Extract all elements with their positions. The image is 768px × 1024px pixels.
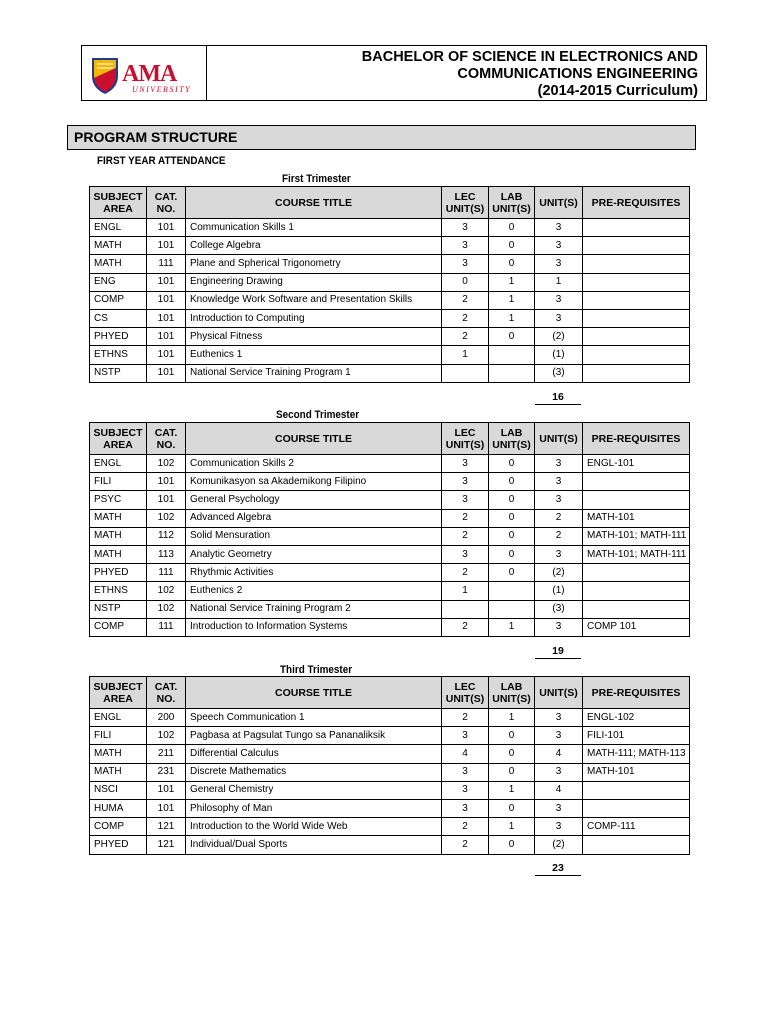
col-prerequisites: PRE-REQUISITES xyxy=(583,187,690,219)
cell-course-title: Introduction to Information Systems xyxy=(186,618,442,636)
cell-course-title: Communication Skills 1 xyxy=(186,219,442,237)
cell-lab-units: 0 xyxy=(489,509,535,527)
cell-cat-no: 101 xyxy=(147,491,186,509)
cell-cat-no: 111 xyxy=(147,618,186,636)
cell-cat-no: 101 xyxy=(147,309,186,327)
cell-course-title: Advanced Algebra xyxy=(186,509,442,527)
program-title-line-2: COMMUNICATIONS ENGINEERING xyxy=(457,66,698,82)
cell-course-title: Solid Mensuration xyxy=(186,527,442,545)
cell-units: 3 xyxy=(535,219,583,237)
cell-prerequisites xyxy=(583,255,690,273)
cell-lab-units xyxy=(489,582,535,600)
cell-units: 3 xyxy=(535,491,583,509)
cell-subject-area: ENGL xyxy=(90,219,147,237)
cell-lec-units: 0 xyxy=(442,273,489,291)
cell-cat-no: 101 xyxy=(147,364,186,382)
cell-prerequisites: MATH-111; MATH-113 xyxy=(583,745,690,763)
trimester-1-table xyxy=(89,186,690,383)
cell-course-title: National Service Training Program 1 xyxy=(186,364,442,382)
cell-subject-area: HUMA xyxy=(90,799,147,817)
cell-prerequisites xyxy=(583,799,690,817)
table-row xyxy=(90,709,690,727)
cell-units: 3 xyxy=(535,818,583,836)
cell-prerequisites xyxy=(583,781,690,799)
col-lec-units: LEC UNIT(S) xyxy=(442,677,489,709)
cell-cat-no: 111 xyxy=(147,255,186,273)
col-lec-units: LEC UNIT(S) xyxy=(442,187,489,219)
cell-subject-area: CS xyxy=(90,309,147,327)
program-title xyxy=(362,49,698,100)
cell-course-title: Speech Communication 1 xyxy=(186,709,442,727)
cell-lab-units: 0 xyxy=(489,799,535,817)
cell-units: 3 xyxy=(535,309,583,327)
col-subject-area: SUBJECT AREA xyxy=(90,677,147,709)
cell-lab-units: 0 xyxy=(489,237,535,255)
cell-prerequisites xyxy=(583,273,690,291)
cell-lec-units: 2 xyxy=(442,527,489,545)
cell-lec-units: 3 xyxy=(442,799,489,817)
cell-lec-units: 2 xyxy=(442,618,489,636)
cell-units: (2) xyxy=(535,564,583,582)
cell-course-title: Euthenics 1 xyxy=(186,346,442,364)
trimester-2-total: 19 xyxy=(535,645,581,659)
cell-prerequisites xyxy=(583,582,690,600)
cell-subject-area: MATH xyxy=(90,509,147,527)
cell-units: 3 xyxy=(535,291,583,309)
cell-prerequisites: MATH-101 xyxy=(583,763,690,781)
cell-prerequisites xyxy=(583,328,690,346)
cell-course-title: Knowledge Work Software and Presentation Skills xyxy=(186,291,442,309)
cell-cat-no: 102 xyxy=(147,727,186,745)
cell-lab-units: 0 xyxy=(489,745,535,763)
cell-course-title: Physical Fitness xyxy=(186,328,442,346)
trimester-2-rows xyxy=(90,455,690,637)
cell-subject-area: FILI xyxy=(90,473,147,491)
trimester-1-total: 16 xyxy=(535,391,581,405)
cell-cat-no: 113 xyxy=(147,545,186,563)
trimester-2-table xyxy=(89,422,690,637)
cell-units: (3) xyxy=(535,364,583,382)
col-course-title: COURSE TITLE xyxy=(186,423,442,455)
cell-lab-units: 1 xyxy=(489,273,535,291)
trimester-1-label: First Trimester xyxy=(282,173,351,185)
cell-cat-no: 102 xyxy=(147,600,186,618)
cell-lec-units: 3 xyxy=(442,545,489,563)
cell-course-title: Engineering Drawing xyxy=(186,273,442,291)
cell-units: 4 xyxy=(535,745,583,763)
cell-units: 3 xyxy=(535,709,583,727)
cell-units: (3) xyxy=(535,600,583,618)
cell-units: 3 xyxy=(535,618,583,636)
cell-cat-no: 231 xyxy=(147,763,186,781)
cell-prerequisites: ENGL-101 xyxy=(583,455,690,473)
cell-subject-area: NSTP xyxy=(90,600,147,618)
cell-lec-units: 3 xyxy=(442,455,489,473)
col-lab-units: LAB UNIT(S) xyxy=(489,423,535,455)
cell-units: (1) xyxy=(535,346,583,364)
table-row xyxy=(90,836,690,854)
cell-lec-units: 1 xyxy=(442,346,489,364)
table-row xyxy=(90,745,690,763)
cell-prerequisites xyxy=(583,564,690,582)
cell-lab-units: 0 xyxy=(489,545,535,563)
cell-units: 2 xyxy=(535,509,583,527)
cell-lab-units: 0 xyxy=(489,455,535,473)
cell-course-title: Plane and Spherical Trigonometry xyxy=(186,255,442,273)
cell-subject-area: ENG xyxy=(90,273,147,291)
table-row xyxy=(90,473,690,491)
cell-cat-no: 121 xyxy=(147,836,186,854)
cell-course-title: College Algebra xyxy=(186,237,442,255)
cell-lab-units: 0 xyxy=(489,219,535,237)
table-header-row xyxy=(90,423,690,455)
table-row xyxy=(90,545,690,563)
cell-lec-units: 2 xyxy=(442,836,489,854)
cell-lab-units xyxy=(489,346,535,364)
cell-course-title: Philosophy of Man xyxy=(186,799,442,817)
col-course-title: COURSE TITLE xyxy=(186,187,442,219)
cell-subject-area: PHYED xyxy=(90,564,147,582)
cell-subject-area: MATH xyxy=(90,527,147,545)
curriculum-year: (2014-2015 Curriculum) xyxy=(537,83,698,99)
cell-cat-no: 102 xyxy=(147,582,186,600)
col-prerequisites: PRE-REQUISITES xyxy=(583,423,690,455)
cell-subject-area: COMP xyxy=(90,291,147,309)
cell-prerequisites xyxy=(583,473,690,491)
cell-units: 3 xyxy=(535,799,583,817)
cell-prerequisites: COMP-111 xyxy=(583,818,690,836)
cell-lab-units xyxy=(489,364,535,382)
cell-subject-area: ENGL xyxy=(90,455,147,473)
cell-subject-area: MATH xyxy=(90,763,147,781)
cell-lab-units: 1 xyxy=(489,818,535,836)
cell-units: 3 xyxy=(535,763,583,781)
cell-lec-units xyxy=(442,364,489,382)
cell-lec-units: 3 xyxy=(442,255,489,273)
cell-course-title: General Chemistry xyxy=(186,781,442,799)
cell-lec-units: 2 xyxy=(442,328,489,346)
cell-lec-units: 3 xyxy=(442,763,489,781)
cell-cat-no: 101 xyxy=(147,219,186,237)
cell-subject-area: FILI xyxy=(90,727,147,745)
table-header-row xyxy=(90,677,690,709)
cell-prerequisites xyxy=(583,836,690,854)
cell-cat-no: 200 xyxy=(147,709,186,727)
cell-course-title: Communication Skills 2 xyxy=(186,455,442,473)
cell-lec-units: 3 xyxy=(442,781,489,799)
cell-lec-units: 3 xyxy=(442,237,489,255)
cell-lab-units: 1 xyxy=(489,781,535,799)
cell-units: (2) xyxy=(535,836,583,854)
trimester-3-table xyxy=(89,676,690,855)
cell-subject-area: ETHNS xyxy=(90,582,147,600)
cell-lab-units: 0 xyxy=(489,836,535,854)
table-row xyxy=(90,491,690,509)
cell-cat-no: 101 xyxy=(147,799,186,817)
cell-units: 3 xyxy=(535,545,583,563)
cell-units: 3 xyxy=(535,455,583,473)
col-cat-no: CAT. NO. xyxy=(147,677,186,709)
table-row xyxy=(90,328,690,346)
col-lab-units: LAB UNIT(S) xyxy=(489,187,535,219)
cell-prerequisites: MATH-101 xyxy=(583,509,690,527)
cell-course-title: Discrete Mathematics xyxy=(186,763,442,781)
trimester-3-label: Third Trimester xyxy=(280,664,353,676)
cell-lec-units: 3 xyxy=(442,219,489,237)
table-row xyxy=(90,582,690,600)
cell-prerequisites xyxy=(583,309,690,327)
cell-lab-units: 0 xyxy=(489,473,535,491)
section-title: PROGRAM STRUCTURE xyxy=(67,125,696,150)
cell-cat-no: 101 xyxy=(147,237,186,255)
logo-subtext: UNIVERSITY xyxy=(132,85,191,94)
cell-cat-no: 101 xyxy=(147,473,186,491)
ama-university-logo xyxy=(88,54,200,96)
cell-course-title: Komunikasyon sa Akademikong Filipino xyxy=(186,473,442,491)
cell-lec-units: 2 xyxy=(442,709,489,727)
logo-cell xyxy=(82,46,207,100)
cell-prerequisites xyxy=(583,291,690,309)
cell-lab-units: 0 xyxy=(489,491,535,509)
document-header xyxy=(81,45,707,101)
col-units: UNIT(S) xyxy=(535,677,583,709)
cell-prerequisites: COMP 101 xyxy=(583,618,690,636)
table-row xyxy=(90,273,690,291)
cell-units: (1) xyxy=(535,582,583,600)
cell-lec-units: 3 xyxy=(442,473,489,491)
cell-lec-units: 2 xyxy=(442,291,489,309)
trimester-3-total: 23 xyxy=(535,862,581,876)
cell-prerequisites: FILI-101 xyxy=(583,727,690,745)
trimester-3-rows xyxy=(90,709,690,855)
col-units: UNIT(S) xyxy=(535,423,583,455)
logo-wordmark: AMA xyxy=(122,61,177,87)
cell-course-title: Differential Calculus xyxy=(186,745,442,763)
cell-lab-units: 0 xyxy=(489,328,535,346)
program-title-line-1: BACHELOR OF SCIENCE IN ELECTRONICS AND xyxy=(361,49,698,65)
table-row xyxy=(90,818,690,836)
table-row xyxy=(90,600,690,618)
table-row xyxy=(90,727,690,745)
col-lab-units: LAB UNIT(S) xyxy=(489,677,535,709)
cell-cat-no: 101 xyxy=(147,346,186,364)
trimester-1-rows xyxy=(90,219,690,383)
cell-subject-area: COMP xyxy=(90,618,147,636)
cell-cat-no: 112 xyxy=(147,527,186,545)
cell-prerequisites: ENGL-102 xyxy=(583,709,690,727)
cell-lab-units: 1 xyxy=(489,709,535,727)
year-label: FIRST YEAR ATTENDANCE xyxy=(97,155,226,167)
cell-lab-units: 1 xyxy=(489,309,535,327)
table-row xyxy=(90,364,690,382)
cell-prerequisites xyxy=(583,346,690,364)
cell-prerequisites xyxy=(583,219,690,237)
cell-lec-units xyxy=(442,600,489,618)
cell-cat-no: 101 xyxy=(147,291,186,309)
cell-subject-area: COMP xyxy=(90,818,147,836)
cell-units: 3 xyxy=(535,727,583,745)
table-row xyxy=(90,255,690,273)
cell-prerequisites xyxy=(583,364,690,382)
cell-lec-units: 1 xyxy=(442,582,489,600)
cell-cat-no: 101 xyxy=(147,328,186,346)
cell-units: 3 xyxy=(535,473,583,491)
table-row xyxy=(90,509,690,527)
cell-lec-units: 3 xyxy=(442,491,489,509)
cell-cat-no: 111 xyxy=(147,564,186,582)
col-subject-area: SUBJECT AREA xyxy=(90,423,147,455)
cell-lec-units: 2 xyxy=(442,564,489,582)
cell-lec-units: 2 xyxy=(442,818,489,836)
cell-units: 4 xyxy=(535,781,583,799)
cell-subject-area: MATH xyxy=(90,237,147,255)
cell-lab-units: 0 xyxy=(489,727,535,745)
table-row xyxy=(90,763,690,781)
cell-units: 3 xyxy=(535,255,583,273)
cell-course-title: Analytic Geometry xyxy=(186,545,442,563)
cell-prerequisites: MATH-101; MATH-111 xyxy=(583,545,690,563)
cell-course-title: Introduction to Computing xyxy=(186,309,442,327)
cell-subject-area: NSTP xyxy=(90,364,147,382)
cell-subject-area: MATH xyxy=(90,255,147,273)
table-row xyxy=(90,291,690,309)
cell-cat-no: 101 xyxy=(147,273,186,291)
col-prerequisites: PRE-REQUISITES xyxy=(583,677,690,709)
table-row xyxy=(90,781,690,799)
table-row xyxy=(90,346,690,364)
cell-units: 3 xyxy=(535,237,583,255)
cell-lab-units: 0 xyxy=(489,255,535,273)
cell-course-title: Rhythmic Activities xyxy=(186,564,442,582)
cell-lab-units: 1 xyxy=(489,618,535,636)
cell-lec-units: 4 xyxy=(442,745,489,763)
cell-course-title: Introduction to the World Wide Web xyxy=(186,818,442,836)
table-header-row xyxy=(90,187,690,219)
cell-lab-units: 1 xyxy=(489,291,535,309)
cell-lab-units: 0 xyxy=(489,527,535,545)
cell-subject-area: ENGL xyxy=(90,709,147,727)
cell-units: 1 xyxy=(535,273,583,291)
cell-lab-units: 0 xyxy=(489,564,535,582)
cell-units: 2 xyxy=(535,527,583,545)
cell-subject-area: ETHNS xyxy=(90,346,147,364)
cell-course-title: National Service Training Program 2 xyxy=(186,600,442,618)
cell-cat-no: 211 xyxy=(147,745,186,763)
table-row xyxy=(90,618,690,636)
col-cat-no: CAT. NO. xyxy=(147,423,186,455)
cell-course-title: Individual/Dual Sports xyxy=(186,836,442,854)
trimester-2-label: Second Trimester xyxy=(276,409,360,421)
cell-prerequisites xyxy=(583,600,690,618)
cell-subject-area: NSCI xyxy=(90,781,147,799)
col-lec-units: LEC UNIT(S) xyxy=(442,423,489,455)
table-row xyxy=(90,455,690,473)
col-course-title: COURSE TITLE xyxy=(186,677,442,709)
cell-lab-units: 0 xyxy=(489,763,535,781)
cell-prerequisites xyxy=(583,237,690,255)
cell-lec-units: 3 xyxy=(442,727,489,745)
cell-subject-area: MATH xyxy=(90,745,147,763)
table-row xyxy=(90,237,690,255)
cell-units: (2) xyxy=(535,328,583,346)
cell-prerequisites: MATH-101; MATH-111 xyxy=(583,527,690,545)
table-row xyxy=(90,309,690,327)
cell-subject-area: PHYED xyxy=(90,836,147,854)
cell-course-title: Pagbasa at Pagsulat Tungo sa Pananaliksik xyxy=(186,727,442,745)
col-cat-no: CAT. NO. xyxy=(147,187,186,219)
table-row xyxy=(90,799,690,817)
cell-course-title: Euthenics 2 xyxy=(186,582,442,600)
cell-course-title: General Psychology xyxy=(186,491,442,509)
cell-cat-no: 101 xyxy=(147,781,186,799)
cell-cat-no: 121 xyxy=(147,818,186,836)
cell-lab-units xyxy=(489,600,535,618)
cell-cat-no: 102 xyxy=(147,455,186,473)
table-row xyxy=(90,527,690,545)
cell-lec-units: 2 xyxy=(442,509,489,527)
cell-subject-area: PHYED xyxy=(90,328,147,346)
cell-subject-area: PSYC xyxy=(90,491,147,509)
cell-subject-area: MATH xyxy=(90,545,147,563)
cell-cat-no: 102 xyxy=(147,509,186,527)
cell-lec-units: 2 xyxy=(442,309,489,327)
col-units: UNIT(S) xyxy=(535,187,583,219)
col-subject-area: SUBJECT AREA xyxy=(90,187,147,219)
cell-prerequisites xyxy=(583,491,690,509)
table-row xyxy=(90,219,690,237)
table-row xyxy=(90,564,690,582)
